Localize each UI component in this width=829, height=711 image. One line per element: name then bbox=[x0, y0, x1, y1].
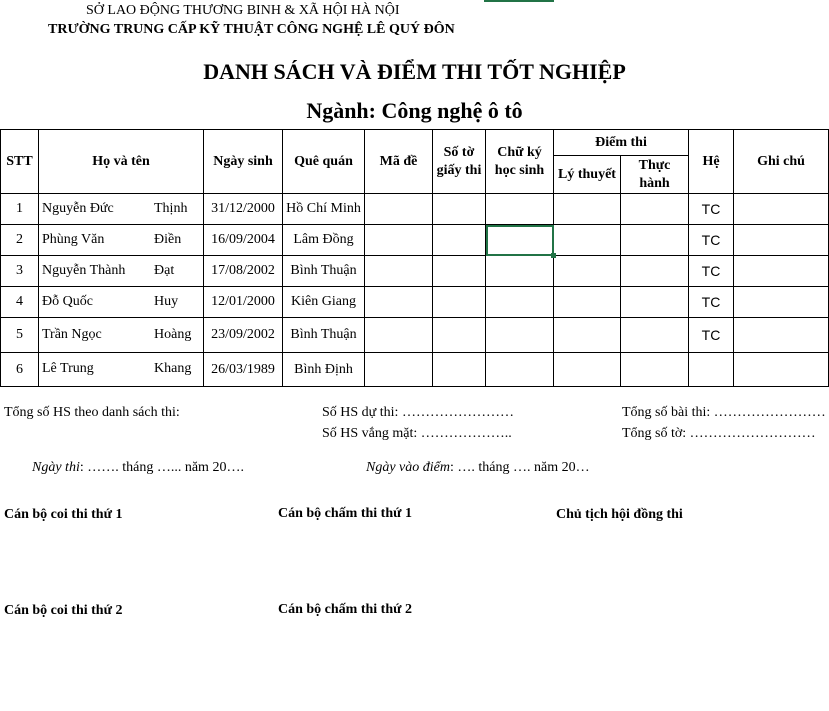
header-name: Họ và tên bbox=[39, 130, 204, 194]
header-system: Hệ bbox=[689, 130, 734, 194]
table-row bbox=[1, 287, 829, 318]
cell-signature[interactable] bbox=[486, 353, 554, 387]
header-sheets-line2: giấy thi bbox=[436, 162, 482, 178]
cell-stt[interactable]: 5 bbox=[1, 318, 39, 353]
header-exam-code: Mã đề bbox=[365, 130, 433, 194]
header-stt: STT bbox=[1, 130, 39, 194]
first-name: Đỗ Quốc bbox=[42, 294, 93, 309]
last-name: Hoàng bbox=[154, 327, 192, 342]
header-practice-line2: hành bbox=[639, 175, 670, 191]
grader-2-label: Cán bộ chấm thi thứ 2 bbox=[278, 602, 413, 617]
cell-system[interactable]: TC bbox=[689, 225, 734, 256]
cell-practice[interactable] bbox=[621, 318, 689, 353]
header-hometown: Quê quán bbox=[283, 130, 365, 194]
first-name: Trần Ngọc bbox=[42, 327, 102, 342]
last-name: Đạt bbox=[154, 263, 175, 278]
absent-count: Số HS vắng mặt: ……………….. bbox=[322, 426, 512, 441]
cell-exam-code[interactable] bbox=[365, 194, 433, 225]
cell-exam-code[interactable] bbox=[365, 318, 433, 353]
cell-name[interactable] bbox=[39, 194, 204, 225]
table-row bbox=[1, 194, 829, 225]
cell-sheets[interactable] bbox=[433, 287, 486, 318]
cell-hometown[interactable]: Hồ Chí Minh bbox=[283, 194, 365, 225]
cell-sheets[interactable] bbox=[433, 318, 486, 353]
cell-sheets[interactable] bbox=[433, 194, 486, 225]
cell-hometown[interactable]: Bình Định bbox=[283, 353, 365, 387]
score-date-value: : …. tháng …. năm 20… bbox=[449, 460, 590, 475]
cell-signature-selected[interactable] bbox=[486, 225, 554, 256]
cell-name[interactable] bbox=[39, 256, 204, 287]
first-name: Nguyễn Thành bbox=[42, 263, 126, 278]
cell-system[interactable] bbox=[689, 353, 734, 387]
total-papers: Tổng số bài thi: …………………… bbox=[622, 405, 826, 420]
cell-theory[interactable] bbox=[554, 318, 621, 353]
last-name: Điền bbox=[154, 232, 182, 247]
cell-theory[interactable] bbox=[554, 353, 621, 387]
header-sheets bbox=[433, 130, 486, 194]
cell-practice[interactable] bbox=[621, 287, 689, 318]
first-name: Lê Trung bbox=[42, 361, 94, 376]
cell-stt[interactable]: 1 bbox=[1, 194, 39, 225]
agency-name: SỞ LAO ĐỘNG THƯƠNG BINH & XÃ HỘI HÀ NỘI bbox=[86, 3, 400, 18]
cell-signature[interactable] bbox=[486, 318, 554, 353]
cell-sheets[interactable] bbox=[433, 225, 486, 256]
cell-practice[interactable] bbox=[621, 256, 689, 287]
cell-theory[interactable] bbox=[554, 256, 621, 287]
first-name: Nguyễn Đức bbox=[42, 201, 114, 216]
header-signature-line2: học sinh bbox=[494, 162, 545, 178]
cell-note[interactable] bbox=[734, 353, 829, 387]
exam-date-label: Ngày thi bbox=[32, 460, 80, 475]
school-name: TRƯỜNG TRUNG CẤP KỸ THUẬT CÔNG NGHỆ LÊ QUÝ ĐÔN bbox=[48, 22, 455, 37]
table-row bbox=[1, 256, 829, 287]
cell-theory[interactable] bbox=[554, 194, 621, 225]
last-name: Thịnh bbox=[154, 201, 188, 216]
first-name: Phùng Văn bbox=[42, 232, 105, 247]
header-dob: Ngày sinh bbox=[204, 130, 283, 194]
cell-dob[interactable]: 31/12/2000 bbox=[204, 194, 283, 225]
present-count: Số HS dự thi: …………………… bbox=[322, 405, 514, 420]
cell-note[interactable] bbox=[734, 287, 829, 318]
cell-sheets[interactable] bbox=[433, 353, 486, 387]
header-theory: Lý thuyết bbox=[554, 156, 621, 194]
cell-theory[interactable] bbox=[554, 287, 621, 318]
page-title: DANH SÁCH VÀ ĐIỂM THI TỐT NGHIỆP bbox=[203, 59, 626, 84]
page-subtitle: Ngành: Công nghệ ô tô bbox=[306, 98, 523, 123]
cell-dob[interactable]: 26/03/1989 bbox=[204, 353, 283, 387]
header-signature bbox=[486, 130, 554, 194]
cell-stt[interactable]: 3 bbox=[1, 256, 39, 287]
total-list-label: Tổng số HS theo danh sách thi: bbox=[4, 405, 180, 420]
header-signature-line1: Chữ ký bbox=[497, 144, 542, 160]
cell-name[interactable] bbox=[39, 225, 204, 256]
cell-name[interactable] bbox=[39, 353, 204, 387]
cell-practice[interactable] bbox=[621, 225, 689, 256]
proctor-2-label: Cán bộ coi thi thứ 2 bbox=[4, 603, 123, 618]
table-row bbox=[1, 318, 829, 353]
proctor-1-label: Cán bộ coi thi thứ 1 bbox=[4, 507, 123, 522]
cell-hometown[interactable]: Bình Thuận bbox=[283, 318, 365, 353]
header-score: Điểm thi bbox=[554, 130, 689, 156]
table-row bbox=[1, 353, 829, 387]
cell-exam-code[interactable] bbox=[365, 353, 433, 387]
cell-exam-code[interactable] bbox=[365, 225, 433, 256]
cell-exam-code[interactable] bbox=[365, 287, 433, 318]
grader-1-label: Cán bộ chấm thi thứ 1 bbox=[278, 506, 413, 521]
score-date-label: Ngày vào điểm bbox=[366, 460, 450, 475]
last-name: Huy bbox=[154, 294, 179, 309]
cell-signature[interactable] bbox=[486, 194, 554, 225]
cell-hometown[interactable]: Kiên Giang bbox=[283, 287, 365, 318]
header-note: Ghi chú bbox=[734, 130, 829, 194]
last-name: Khang bbox=[154, 361, 192, 376]
grade-table bbox=[0, 129, 829, 387]
header-sheets-line1: Số tờ bbox=[443, 144, 475, 160]
cell-dob[interactable]: 17/08/2002 bbox=[204, 256, 283, 287]
chairman-label: Chủ tịch hội đồng thi bbox=[556, 507, 683, 522]
cell-stt[interactable]: 2 bbox=[1, 225, 39, 256]
cell-sheets[interactable] bbox=[433, 256, 486, 287]
cell-system[interactable]: TC bbox=[689, 318, 734, 353]
cell-exam-code[interactable] bbox=[365, 256, 433, 287]
cell-signature[interactable] bbox=[486, 256, 554, 287]
cell-hometown[interactable]: Lâm Đồng bbox=[283, 225, 365, 256]
exam-date bbox=[32, 460, 244, 476]
cell-name[interactable] bbox=[39, 287, 204, 318]
cell-system[interactable]: TC bbox=[689, 256, 734, 287]
cell-stt[interactable]: 6 bbox=[1, 353, 39, 387]
sheet-tab-indicator bbox=[484, 0, 554, 2]
cell-dob[interactable]: 12/01/2000 bbox=[204, 287, 283, 318]
cell-system[interactable]: TC bbox=[689, 194, 734, 225]
exam-date-value: : ……. tháng …... năm 20…. bbox=[79, 460, 244, 475]
cell-hometown[interactable]: Bình Thuận bbox=[283, 256, 365, 287]
cell-note[interactable] bbox=[734, 256, 829, 287]
cell-theory[interactable] bbox=[554, 225, 621, 256]
cell-system[interactable]: TC bbox=[689, 287, 734, 318]
cell-note[interactable] bbox=[734, 318, 829, 353]
total-sheets: Tổng số tờ: ……………………… bbox=[622, 426, 816, 441]
cell-note[interactable] bbox=[734, 225, 829, 256]
score-date bbox=[366, 460, 590, 476]
cell-dob[interactable]: 16/09/2004 bbox=[204, 225, 283, 256]
cell-note[interactable] bbox=[734, 194, 829, 225]
cell-dob[interactable]: 23/09/2002 bbox=[204, 318, 283, 353]
cell-practice[interactable] bbox=[621, 194, 689, 225]
header-practice bbox=[621, 156, 689, 194]
cell-stt[interactable]: 4 bbox=[1, 287, 39, 318]
header-practice-line1: Thực bbox=[638, 157, 671, 173]
cell-practice[interactable] bbox=[621, 353, 689, 387]
cell-signature[interactable] bbox=[486, 287, 554, 318]
cell-name[interactable] bbox=[39, 318, 204, 353]
table-row bbox=[1, 225, 829, 256]
